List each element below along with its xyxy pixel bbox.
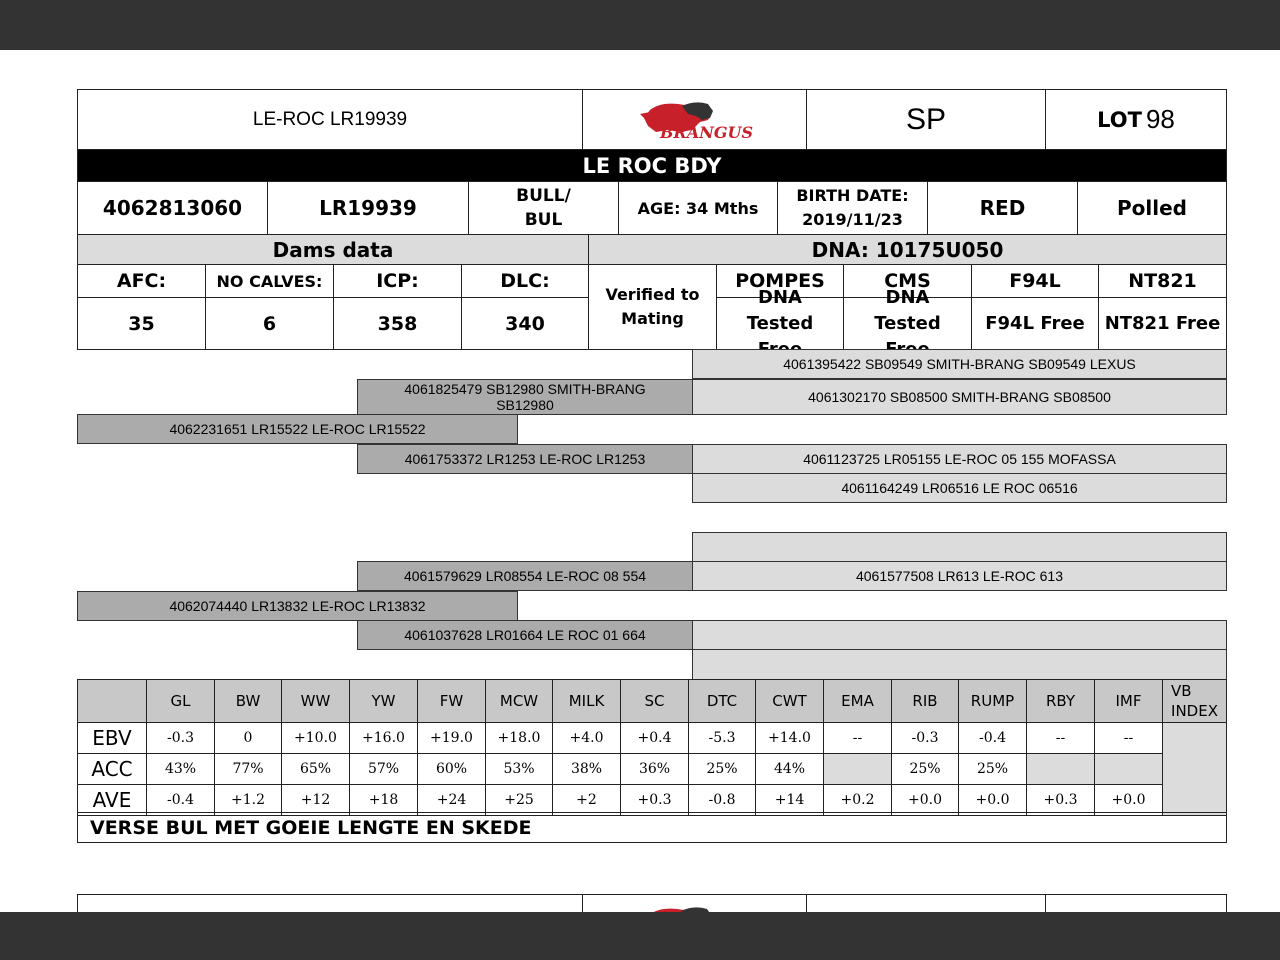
- ebv-header-rump: RUMP: [958, 679, 1027, 723]
- ebv-value-ebv-milk: +4.0: [552, 722, 621, 754]
- ebv-value-ave-gl: -0.4: [146, 784, 215, 816]
- ebv-value-ave-fw: +24: [417, 784, 486, 816]
- ebv-value-acc-rump: 25%: [958, 753, 1027, 785]
- ebv-row-label-acc: ACC: [77, 753, 147, 785]
- ebv-value-ebv-sc: +0.4: [620, 722, 689, 754]
- ebv-value-ave-rby: +0.3: [1026, 784, 1095, 816]
- animal-title: LE ROC BDY: [582, 153, 722, 178]
- dna-test-cms-result: DNA Tested: [843, 297, 972, 350]
- animal-code: SP: [905, 102, 947, 136]
- ebv-value-acc-bw: 77%: [214, 753, 282, 785]
- ebv-value-ave-mcw: +25: [485, 784, 553, 816]
- ebv-row-label-ave: AVE: [77, 784, 147, 816]
- sex: BULL/ BUL: [516, 186, 571, 230]
- ebv-header-cwt: CWT: [755, 679, 824, 723]
- ebv-header-rby: RBY: [1026, 679, 1095, 723]
- ebv-vb-index-body: [1162, 722, 1227, 816]
- pedigree-dam-dam-sire: [692, 620, 1227, 650]
- ebv-value-ave-imf: +0.0: [1094, 784, 1163, 816]
- ebv-value-ebv-ww: +10.0: [281, 722, 350, 754]
- ebv-value-ebv-mcw: +18.0: [485, 722, 553, 754]
- ebv-corner-cell: [77, 679, 147, 723]
- ebv-value-ebv-rump: -0.4: [958, 722, 1027, 754]
- ebv-value-ebv-ema: --: [823, 722, 892, 754]
- ebv-value-acc-rby: [1026, 753, 1095, 785]
- ebv-header-imf: IMF: [1094, 679, 1163, 723]
- ebv-value-ave-rib: +0.0: [891, 784, 959, 816]
- reg-number: LR19939: [319, 196, 417, 220]
- id-number: 4062813060: [102, 196, 243, 220]
- colour-cell: [927, 181, 1078, 235]
- ebv-value-ave-yw: +18: [349, 784, 418, 816]
- ebv-value-ebv-rby: --: [1026, 722, 1095, 754]
- lot-cell: [1045, 89, 1227, 150]
- ebv-value-ave-dtc: -0.8: [688, 784, 756, 816]
- dams-header-afc: AFC:: [77, 264, 206, 298]
- ebv-value-ebv-yw: +16.0: [349, 722, 418, 754]
- ebv-value-acc-fw: 60%: [417, 753, 486, 785]
- dna-test-nt821-name: NT821: [1098, 264, 1227, 298]
- viewer-top-bar: [0, 0, 1280, 50]
- ebv-header-rib: RIB: [891, 679, 959, 723]
- pedigree-sire-sire: 4061825479 SB12980 SMITH-BRANG SB12980: [357, 379, 693, 415]
- pedigree-dam-dam: 4061037628 LR01664 LE ROC 01 664: [357, 620, 693, 650]
- ebv-header-dtc: DTC: [688, 679, 756, 723]
- dams-value-afc: 35: [77, 297, 206, 350]
- ebv-value-ebv-cwt: +14.0: [755, 722, 824, 754]
- pedigree-sire-sire-dam: 4061302170 SB08500 SMITH-BRANG SB08500: [692, 379, 1227, 415]
- ebv-value-ave-ww: +12: [281, 784, 350, 816]
- ebv-header-bw: BW: [214, 679, 282, 723]
- colour: RED: [979, 196, 1026, 220]
- birth-date-cell: [777, 181, 928, 235]
- dams-header-no-calves: NO CALVES:: [205, 264, 334, 298]
- ebv-header-fw: FW: [417, 679, 486, 723]
- pedigree-sire-dam-dam: 4061164249 LR06516 LE ROC 06516: [692, 473, 1227, 503]
- pedigree-dam: 4062074440 LR13832 LE-ROC LR13832: [77, 591, 518, 621]
- dams-header-dlc: DLC:: [461, 264, 589, 298]
- dams-header-icp: ICP:: [333, 264, 462, 298]
- name-reg-cell: [77, 89, 583, 150]
- ebv-value-acc-yw: 57%: [349, 753, 418, 785]
- horn-cell: [1077, 181, 1227, 235]
- lot-label: LOT: [1097, 107, 1142, 132]
- ebv-value-ave-milk: +2: [552, 784, 621, 816]
- animal-name-reg: LE-ROC LR19939: [252, 108, 408, 130]
- dams-value-no-calves: 6: [205, 297, 334, 350]
- ebv-header-yw: YW: [349, 679, 418, 723]
- birth-date: BIRTH DATE: 2019/11/23: [796, 186, 909, 229]
- ebv-value-ave-rump: +0.0: [958, 784, 1027, 816]
- ebv-header-milk: MILK: [552, 679, 621, 723]
- ebv-value-acc-milk: 38%: [552, 753, 621, 785]
- pedigree-dam-sire-sire: [692, 532, 1227, 562]
- ebv-header-vb-index: VB INDEX: [1162, 679, 1227, 723]
- dna-title: DNA: 10175U050: [588, 234, 1227, 265]
- age-cell: [618, 181, 778, 235]
- reg-cell: [267, 181, 469, 235]
- lot-number: 98: [1145, 104, 1175, 134]
- ebv-value-ebv-rib: -0.3: [891, 722, 959, 754]
- pedigree-sire: 4062231651 LR15522 LE-ROC LR15522: [77, 414, 518, 444]
- ebv-value-acc-dtc: 25%: [688, 753, 756, 785]
- dna-test-nt821-result: NT821 Free: [1098, 297, 1227, 350]
- pedigree-dam-sire: 4061579629 LR08554 LE-ROC 08 554: [357, 561, 693, 591]
- dams-value-icp: 358: [333, 297, 462, 350]
- verified-to-mating: Verified to Mating: [588, 264, 717, 350]
- dna-test-pompes-name: POMPES: [716, 264, 844, 298]
- code-cell: [806, 89, 1046, 150]
- ebv-header-gl: GL: [146, 679, 215, 723]
- pedigree-dam-sire-dam: 4061577508 LR613 LE-ROC 613: [692, 561, 1227, 591]
- ebv-value-ave-bw: +1.2: [214, 784, 282, 816]
- viewer-bottom-bar: [0, 912, 1280, 960]
- ebv-value-acc-imf: [1094, 753, 1163, 785]
- ebv-value-acc-rib: 25%: [891, 753, 959, 785]
- dams-data-title: Dams data: [77, 234, 589, 265]
- ebv-header-ema: EMA: [823, 679, 892, 723]
- bull-logo-icon: [620, 96, 770, 144]
- ebv-header-mcw: MCW: [485, 679, 553, 723]
- ebv-header-sc: SC: [620, 679, 689, 723]
- ebv-value-ebv-imf: --: [1094, 722, 1163, 754]
- dna-test-f94l-name: F94L: [971, 264, 1099, 298]
- ebv-value-acc-sc: 36%: [620, 753, 689, 785]
- comment-text: VERSE BUL MET GOEIE LENGTE EN SKEDE: [90, 816, 532, 839]
- brangus-logo: [582, 89, 807, 150]
- ebv-value-acc-gl: 43%: [146, 753, 215, 785]
- ebv-value-ave-sc: +0.3: [620, 784, 689, 816]
- pedigree-sire-sire-sire: 4061395422 SB09549 SMITH-BRANG SB09549 LEXUS: [692, 349, 1227, 379]
- ebv-value-ebv-gl: -0.3: [146, 722, 215, 754]
- ebv-value-ave-ema: +0.2: [823, 784, 892, 816]
- ebv-value-acc-ww: 65%: [281, 753, 350, 785]
- dna-test-cms-name: CMS: [843, 264, 972, 298]
- ebv-value-acc-mcw: 53%: [485, 753, 553, 785]
- dams-value-dlc: 340: [461, 297, 589, 350]
- dna-test-pompes-result: DNA Tested: [716, 297, 844, 350]
- ebv-value-ebv-dtc: -5.3: [688, 722, 756, 754]
- age: AGE: 34 Mths: [637, 198, 759, 218]
- pedigree-sire-dam: 4061753372 LR1253 LE-ROC LR1253: [357, 444, 693, 474]
- logo-text: BRANGUS: [659, 122, 753, 142]
- ebv-row-label-ebv: EBV: [77, 722, 147, 754]
- title-bar: [77, 149, 1227, 182]
- ebv-value-acc-ema: [823, 753, 892, 785]
- ebv-value-acc-cwt: 44%: [755, 753, 824, 785]
- ebv-value-ebv-fw: +19.0: [417, 722, 486, 754]
- horn-status: Polled: [1117, 196, 1187, 220]
- ebv-header-ww: WW: [281, 679, 350, 723]
- dna-test-f94l-result: F94L Free: [971, 297, 1099, 350]
- sex-cell: [468, 181, 619, 235]
- pedigree-sire-dam-sire: 4061123725 LR05155 LE-ROC 05 155 MOFASSA: [692, 444, 1227, 474]
- ebv-value-ave-cwt: +14: [755, 784, 824, 816]
- ebv-value-ebv-bw: 0: [214, 722, 282, 754]
- comment-row: [77, 812, 1227, 843]
- id-number-cell: [77, 181, 268, 235]
- pedigree-dam-dam-dam: [692, 649, 1227, 680]
